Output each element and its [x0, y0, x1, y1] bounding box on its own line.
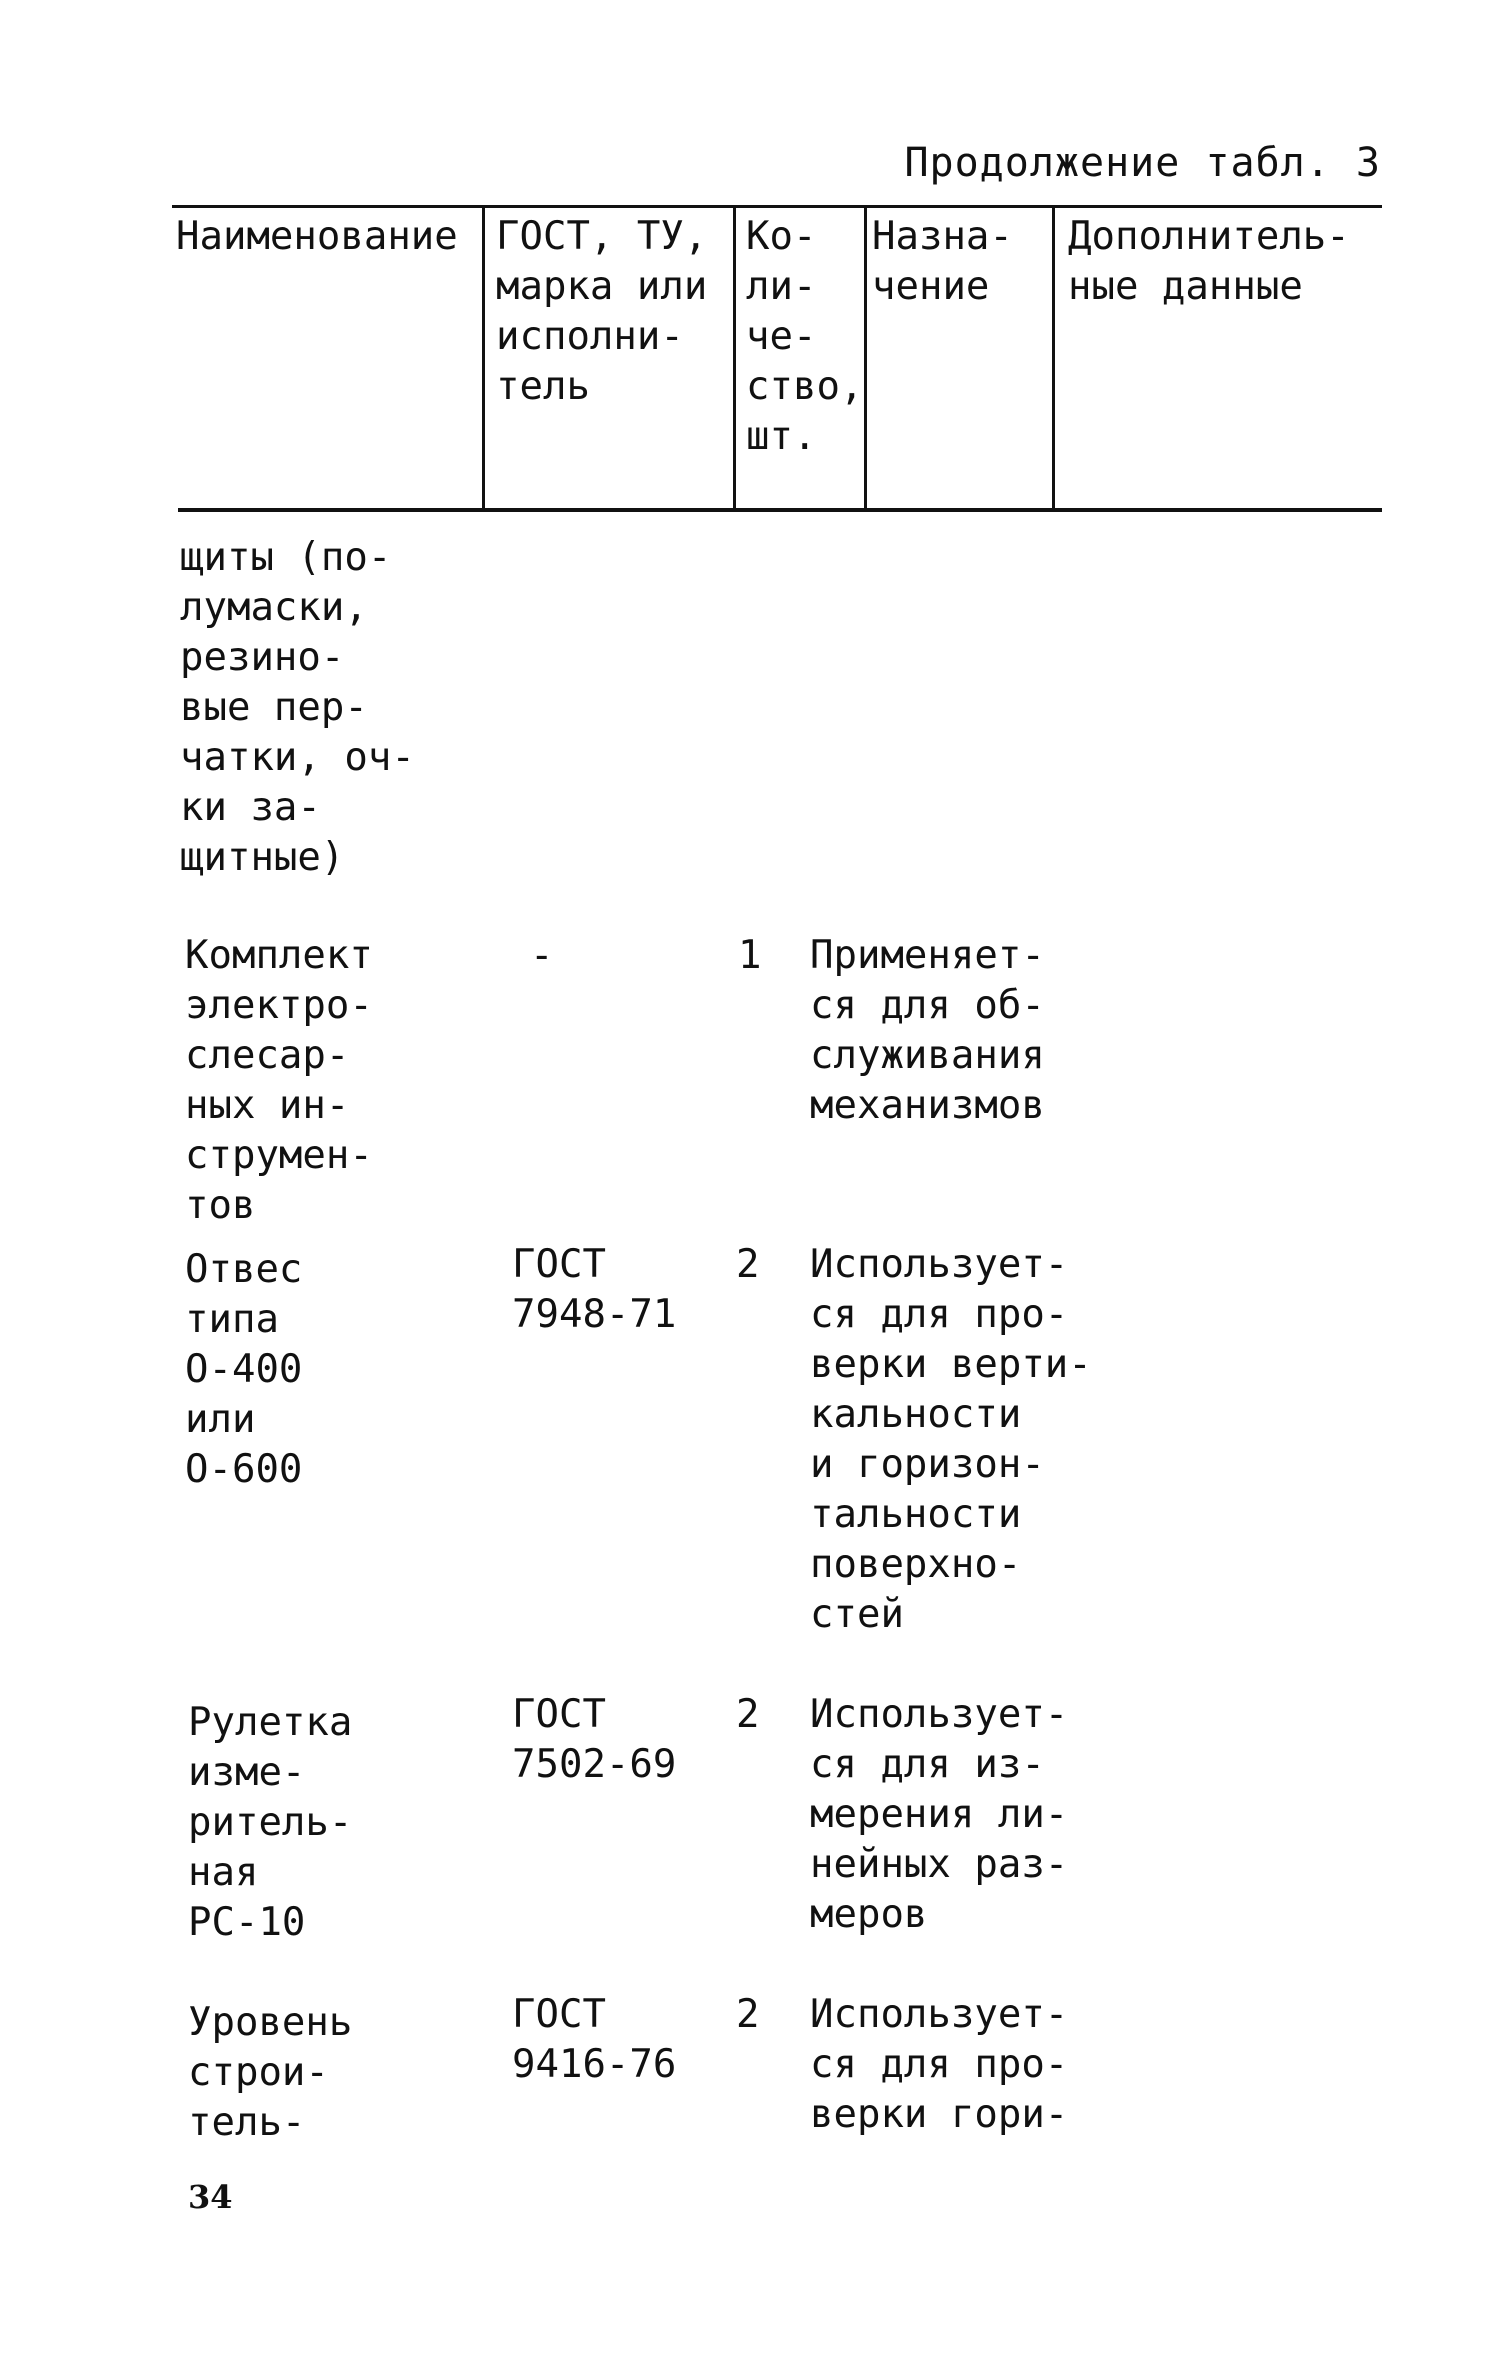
header-name: Наименование [176, 214, 458, 259]
row-3-name: Отвес типа О-400 или О-600 [185, 1247, 303, 1492]
row-4-qty: 2 [736, 1692, 760, 1737]
header-purpose: Назна- чение [872, 214, 1013, 309]
table-continuation-label: Продолжение табл. 3 [904, 140, 1381, 186]
header-qty: Ко- ли- че- ство, шт. [746, 214, 864, 459]
column-divider-1 [482, 205, 485, 510]
column-divider-3 [864, 205, 867, 510]
page-number: 34 [188, 2178, 233, 2216]
row-3-qty: 2 [736, 1242, 760, 1287]
row-2-qty: 1 [738, 933, 762, 978]
column-divider-2 [733, 205, 736, 510]
column-divider-4 [1052, 205, 1055, 510]
row-5-gost: ГОСТ 9416-76 [512, 1992, 677, 2087]
row-2-purpose: Применяет- ся для об- служивания механизмов [810, 933, 1045, 1128]
row-4-purpose: Использует- ся для из- мерения ли- нейных раз- меров [810, 1692, 1069, 1937]
row-3-gost: ГОСТ 7948-71 [512, 1242, 677, 1337]
table-top-rule [172, 205, 1382, 208]
row-1-name: щиты (по- лумаски, резино- вые пер- чатки, оч- ки за- щитные) [180, 535, 415, 880]
row-4-gost: ГОСТ 7502-69 [512, 1692, 677, 1787]
row-2-name: Комплект электро- слесар- ных ин- струмен- тов [185, 933, 373, 1228]
row-4-name: Рулетка изме- ритель- ная РС-10 [188, 1700, 353, 1945]
row-5-qty: 2 [736, 1992, 760, 2037]
row-5-name: Уровень строи- тель- [188, 2000, 353, 2145]
header-gost: ГОСТ, ТУ, марка или исполни- тель [496, 214, 708, 409]
row-5-purpose: Использует- ся для про- верки гори- [810, 1992, 1069, 2137]
header-extra: Дополнитель- ные данные [1068, 214, 1350, 309]
table-header-bottom-rule [178, 508, 1382, 512]
row-3-purpose: Использует- ся для про- верки верти- кальности и горизон- тальности поверхно- стей [810, 1242, 1092, 1637]
row-2-gost: - [530, 933, 554, 978]
